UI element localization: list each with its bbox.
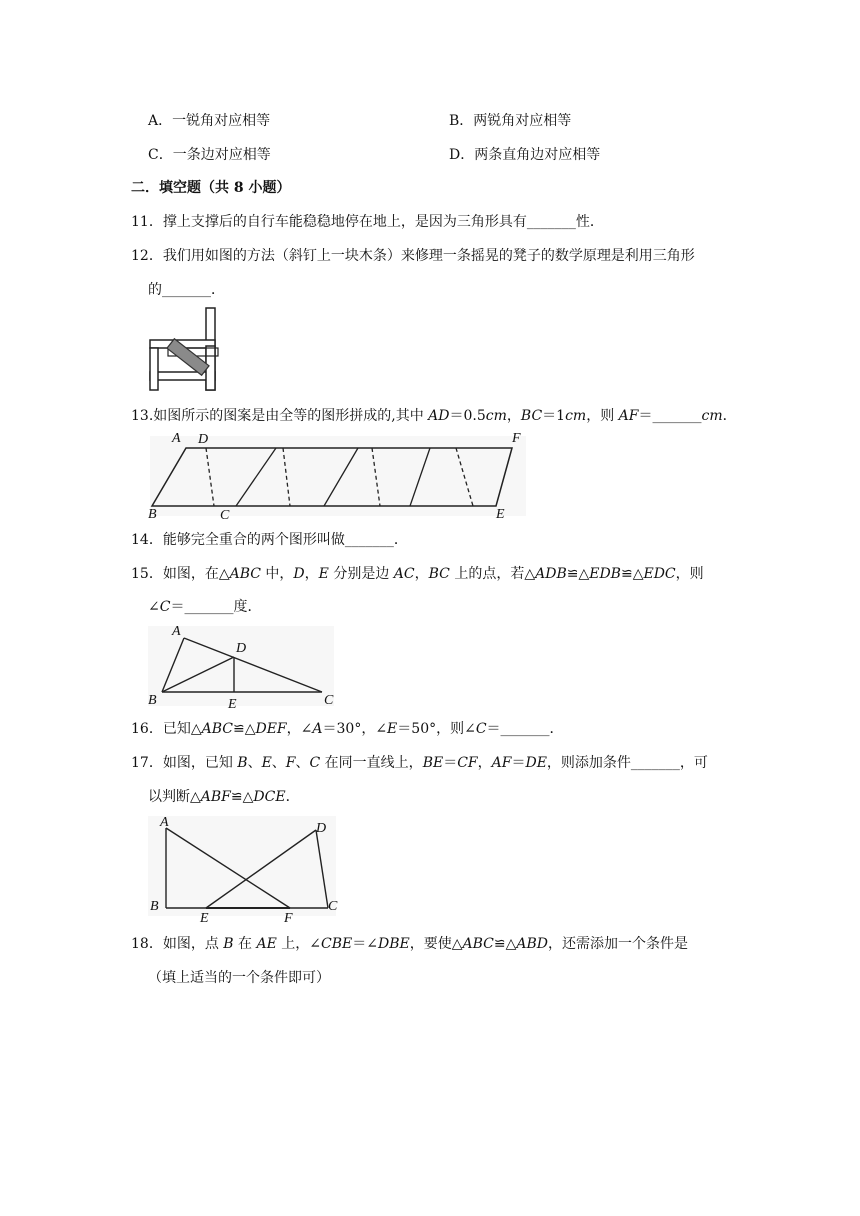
question-18-line2: （填上适当的一个条件即可） — [148, 970, 330, 986]
label-b: B — [150, 899, 159, 914]
question-15-line2: ∠C＝_______度． — [148, 599, 262, 615]
label-a: A — [160, 815, 169, 830]
question-12-line1: 12．我们用如图的方法（斜钉上一块木条）来修理一条摇晃的凳子的数学原理是利用三角形 — [131, 248, 695, 264]
question-14: 14．能够完全重合的两个图形叫做_______． — [131, 532, 408, 548]
triangle-abc-figure — [144, 622, 338, 712]
question-12-line2: 的_______． — [148, 282, 225, 298]
stool-figure — [148, 306, 220, 392]
question-18-line1: 18．如图，点 B 在 AE 上，∠CBE＝∠DBE，要使△ABC≌△ABD，还需添加一个条件是 — [131, 936, 688, 952]
option-a: A．一锐角对应相等 — [148, 113, 271, 129]
section-title: 二．填空题（共 8 小题） — [131, 180, 291, 196]
label-e: E — [200, 911, 209, 926]
label-c: C — [324, 693, 334, 708]
label-a: A — [172, 431, 181, 446]
question-15-line1: 15．如图，在△ABC 中，D，E 分别是边 AC，BC 上的点，若△ADB≌△EDB≌△EDC，则 — [131, 566, 704, 582]
question-13: 13.如图所示的图案是由全等的图形拼成的,其中 AD＝0.5cm，BC＝1cm，则 AF＝_______cm． — [131, 408, 737, 424]
label-b: B — [148, 693, 157, 708]
label-b: B — [148, 507, 157, 522]
label-e: E — [496, 507, 505, 522]
question-16: 16．已知△ABC≌△DEF，∠A＝30°，∠E＝50°，则∠C＝_______． — [131, 721, 564, 737]
label-c: C — [220, 508, 230, 523]
label-a: A — [172, 624, 181, 639]
question-17-line1: 17．如图，已知 B、E、F、C 在同一直线上，BE＝CF，AF＝DE，则添加条件_______，可 — [131, 755, 708, 771]
label-f: F — [284, 911, 293, 926]
label-d: D — [236, 641, 247, 656]
label-c: C — [328, 899, 338, 914]
parallelogram-figure — [140, 428, 530, 522]
option-d: D．两条直角边对应相等 — [449, 147, 601, 163]
question-17-line2: 以判断△ABF≌△DCE． — [148, 789, 300, 805]
label-d: D — [198, 432, 209, 447]
label-d: D — [316, 821, 327, 836]
option-c: C．一条边对应相等 — [148, 147, 271, 163]
label-e: E — [228, 697, 237, 712]
label-f: F — [512, 431, 521, 446]
crossed-triangles-figure — [144, 812, 340, 926]
option-b: B．两锐角对应相等 — [449, 113, 572, 129]
question-11: 11．撑上支撑后的自行车能稳稳地停在地上，是因为三角形具有_______性． — [131, 214, 604, 230]
